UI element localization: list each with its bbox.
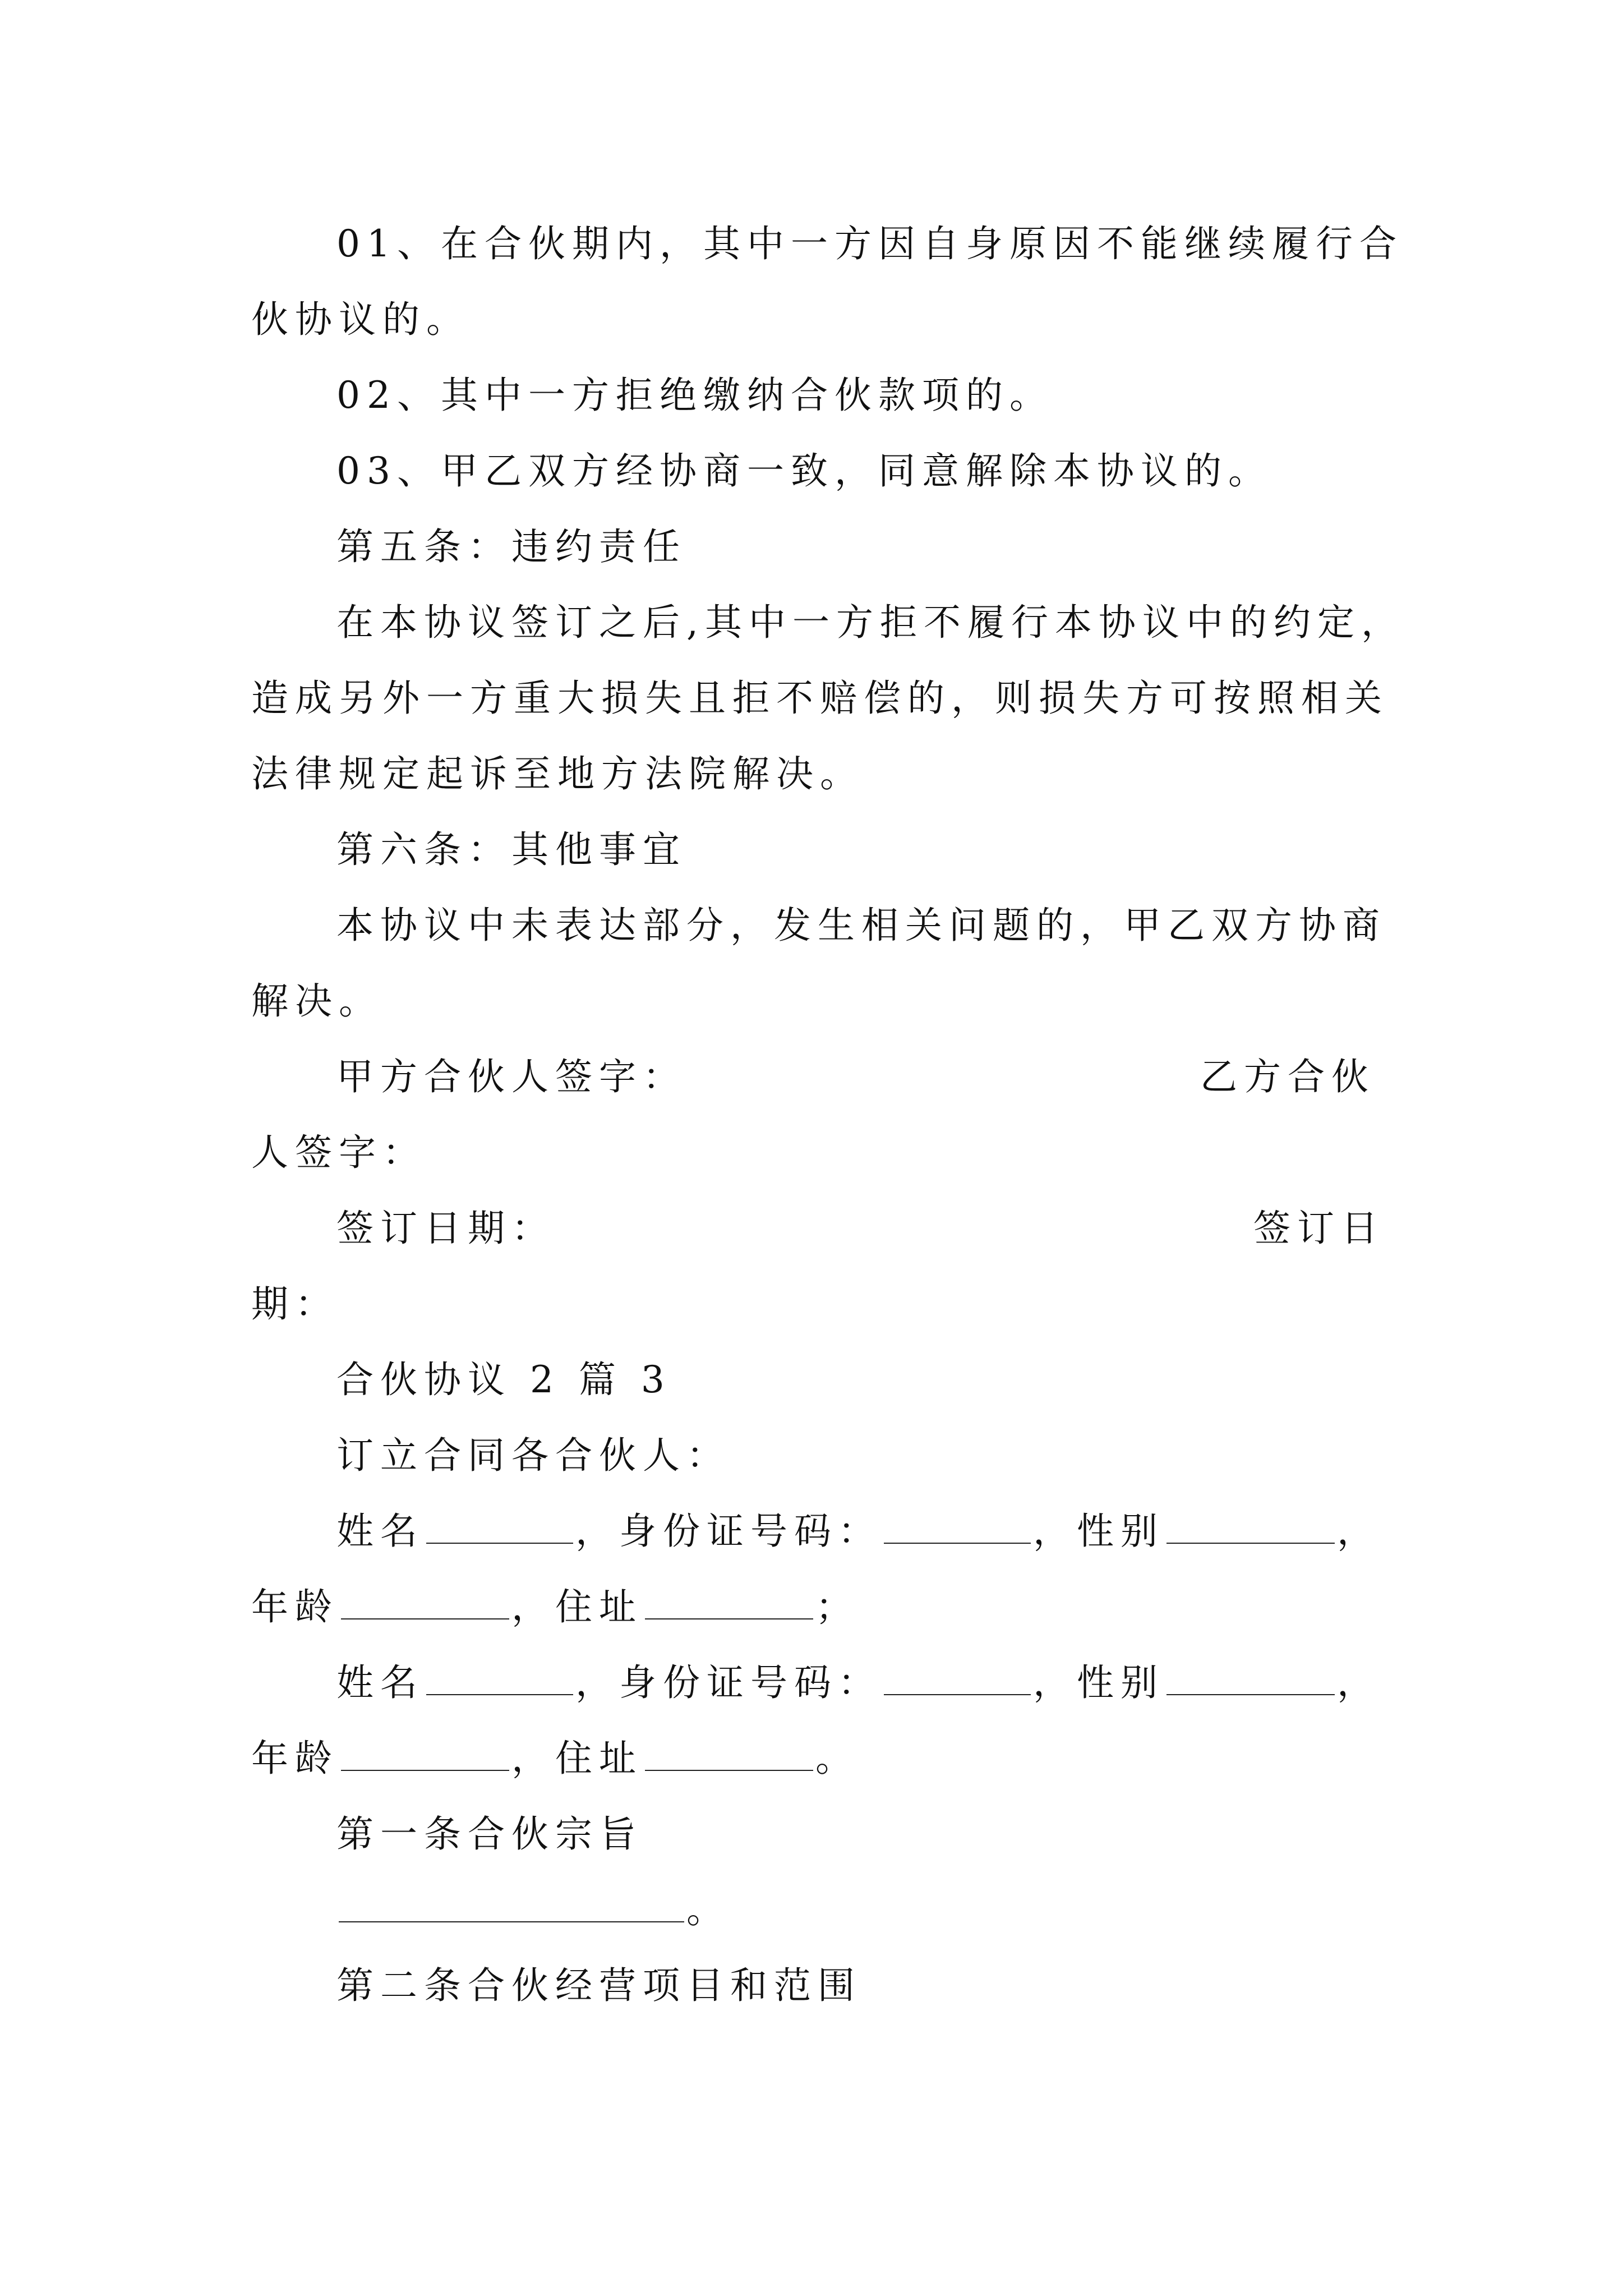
document-3-title: 合伙协议 2 篇 3 — [336, 1358, 671, 1401]
purpose-blank[interactable] — [339, 1889, 684, 1922]
partner-2-line2 — [251, 1736, 1373, 1781]
address-blank[interactable] — [645, 1737, 813, 1771]
gender-blank[interactable] — [1166, 1510, 1335, 1544]
id-label: ，身份证号码： — [575, 1510, 882, 1553]
article-5-line1: 在本协议签订之后,其中一方拒不履行本协议中的约定， — [336, 601, 1405, 644]
clause-02: 02、其中一方拒绝缴纳合伙款项的。 — [336, 374, 1053, 417]
id-label: ，身份证号码： — [575, 1661, 882, 1704]
trailing-comma: ， — [1337, 1510, 1381, 1553]
name-label: 姓名 — [336, 1661, 424, 1704]
gender-label: ，性别 — [1033, 1510, 1164, 1553]
address-blank[interactable] — [645, 1586, 813, 1619]
article-6-title: 第六条：其他事宜 — [336, 828, 686, 871]
partner-1-line1 — [336, 1509, 1458, 1554]
party-b-signature-label-part2: 人签字： — [251, 1131, 426, 1174]
end-semicolon: ； — [815, 1585, 859, 1628]
trailing-comma: ， — [1337, 1661, 1381, 1704]
name-blank[interactable] — [426, 1662, 573, 1695]
article-6-line1: 本协议中未表达部分，发生相关问题的，甲乙双方协商 — [336, 904, 1386, 947]
gender-blank[interactable] — [1166, 1662, 1335, 1695]
party-a-date-label: 签订日期： — [336, 1207, 555, 1250]
id-number-blank[interactable] — [884, 1662, 1031, 1695]
name-blank[interactable] — [426, 1510, 573, 1544]
party-b-date-label-part1: 签订日 — [1253, 1207, 1385, 1250]
clause-01-line2: 伙协议的。 — [251, 298, 470, 341]
article-5-line2: 造成另外一方重大损失且拒不赔偿的，则损失方可按照相关 — [251, 677, 1389, 720]
age-blank[interactable] — [341, 1737, 509, 1771]
article-6-line2: 解决。 — [251, 979, 382, 1023]
partner-2-line1 — [336, 1660, 1458, 1705]
address-label: ，住址 — [511, 1737, 643, 1780]
end-period: 。 — [815, 1737, 859, 1780]
party-b-date-label-part2: 期： — [251, 1282, 339, 1326]
article-5-title: 第五条：违约责任 — [336, 525, 686, 568]
clause-01-line1: 01、在合伙期内，其中一方因自身原因不能继续履行合 — [336, 222, 1403, 265]
address-label: ，住址 — [511, 1585, 643, 1628]
party-b-signature-label-part1: 乙方合伙 — [1200, 1055, 1375, 1098]
age-label: 年龄 — [251, 1737, 339, 1780]
age-label: 年龄 — [251, 1585, 339, 1628]
article-2-title: 第二条合伙经营项目和范围 — [336, 1964, 861, 2007]
age-blank[interactable] — [341, 1586, 509, 1619]
id-number-blank[interactable] — [884, 1510, 1031, 1544]
purpose-fill-line — [336, 1888, 1458, 1932]
article-5-line3: 法律规定起诉至地方法院解决。 — [251, 752, 864, 795]
gender-label: ，性别 — [1033, 1661, 1164, 1704]
clause-03: 03、甲乙双方经协商一致，同意解除本协议的。 — [336, 449, 1272, 493]
article-1-title: 第一条合伙宗旨 — [336, 1812, 643, 1856]
parties-intro: 订立合同各合伙人： — [336, 1434, 730, 1477]
partner-1-line2 — [251, 1585, 1373, 1630]
name-label: 姓名 — [336, 1510, 424, 1553]
party-a-signature-label: 甲方合伙人签字： — [336, 1055, 686, 1098]
purpose-end-period: 。 — [686, 1888, 730, 1931]
